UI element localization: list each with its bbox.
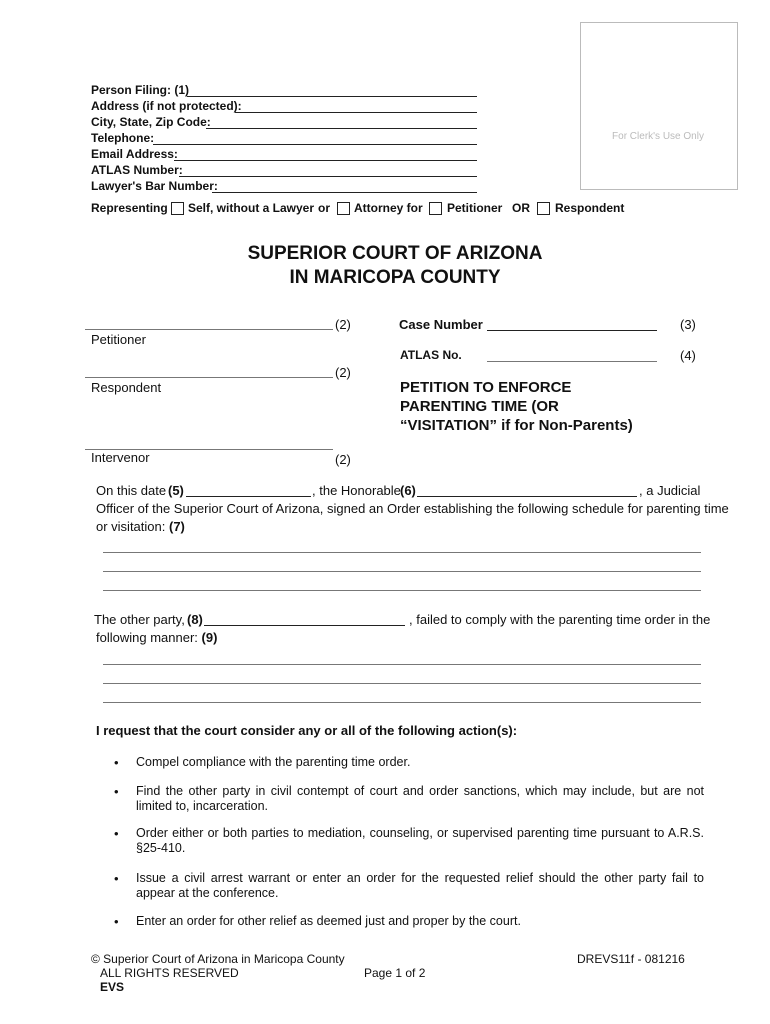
failure-note-8: (8) bbox=[187, 612, 203, 627]
atlas-no-input[interactable] bbox=[487, 361, 657, 362]
order-note-6: (6) bbox=[400, 483, 416, 498]
order-line-2: Officer of the Superior Court of Arizona, signed an Order establishing the following schedule for parenting time bbox=[96, 501, 729, 516]
person-filing-label: Person Filing: (1) bbox=[91, 83, 190, 97]
footer-page: Page 1 of 2 bbox=[364, 966, 426, 980]
other-party-input[interactable] bbox=[204, 625, 405, 626]
failure-intro: The other party, bbox=[94, 612, 185, 627]
schedule-line-1[interactable] bbox=[103, 552, 701, 553]
bullet-icon: • bbox=[114, 755, 119, 770]
request-item-2: Find the other party in civil contempt of court and order sanctions, which may include, but are not limited to, incarceration. bbox=[136, 784, 704, 813]
bar-number-label: Lawyer's Bar Number: bbox=[91, 179, 218, 193]
court-name: SUPERIOR COURT OF ARIZONA bbox=[247, 243, 543, 264]
respondent-note: (2) bbox=[335, 365, 351, 380]
city-state-zip-input[interactable] bbox=[206, 128, 477, 129]
email-input[interactable] bbox=[174, 160, 477, 161]
order-judicial-text: , a Judicial bbox=[639, 483, 701, 498]
atlas-no-note: (4) bbox=[680, 348, 696, 363]
case-number-input[interactable] bbox=[487, 330, 657, 331]
petition-title-1: PETITION TO ENFORCE bbox=[400, 379, 572, 396]
clerk-use-box bbox=[580, 22, 738, 190]
order-date-input[interactable] bbox=[186, 496, 311, 497]
petitioner-checkbox[interactable] bbox=[429, 202, 442, 215]
petitioner-label: Petitioner bbox=[447, 201, 503, 215]
attorney-checkbox[interactable] bbox=[337, 202, 350, 215]
respondent-name-line[interactable] bbox=[85, 377, 333, 378]
order-line-3 bbox=[96, 519, 185, 534]
atlas-no-label: ATLAS No. bbox=[400, 348, 462, 362]
footer-form-id: DREVS11f - 081216 bbox=[577, 952, 685, 966]
schedule-line-2[interactable] bbox=[103, 571, 701, 572]
order-note-5: (5) bbox=[168, 483, 184, 498]
attorney-label: Attorney for bbox=[354, 201, 423, 215]
order-note-7: (7) bbox=[169, 519, 185, 534]
or-text-2: OR bbox=[512, 201, 530, 215]
address-label: Address (if not protected): bbox=[91, 99, 242, 113]
case-number-label: Case Number bbox=[399, 317, 483, 332]
intervenor-caption: Intervenor bbox=[91, 450, 150, 465]
order-date-intro: On this date bbox=[96, 483, 167, 498]
court-county: IN MARICOPA COUNTY bbox=[289, 267, 501, 288]
petitioner-note: (2) bbox=[335, 317, 351, 332]
judge-name-input[interactable] bbox=[417, 496, 637, 497]
failure-line-2 bbox=[96, 630, 217, 645]
failure-note-9: (9) bbox=[201, 630, 218, 645]
manner-line-3[interactable] bbox=[103, 702, 701, 703]
order-honorable-text: , the Honorable bbox=[312, 483, 401, 498]
respondent-label: Respondent bbox=[555, 201, 625, 215]
manner-line-2[interactable] bbox=[103, 683, 701, 684]
petition-title-2: PARENTING TIME (OR bbox=[400, 398, 559, 415]
representing-label: Representing bbox=[91, 201, 168, 215]
telephone-input[interactable] bbox=[153, 144, 477, 145]
city-state-zip-label: City, State, Zip Code: bbox=[91, 115, 211, 129]
bullet-icon: • bbox=[114, 914, 119, 929]
request-item-5: Enter an order for other relief as deemed just and proper by the court. bbox=[136, 914, 521, 928]
atlas-number-input[interactable] bbox=[179, 176, 477, 177]
case-number-note: (3) bbox=[680, 317, 696, 332]
request-heading: I request that the court consider any or all of the following action(s): bbox=[96, 723, 518, 738]
clerk-use-label: For Clerk's Use Only bbox=[612, 131, 704, 142]
failure-text: , failed to comply with the parenting time order in the bbox=[409, 612, 711, 627]
address-input[interactable] bbox=[235, 112, 477, 113]
self-checkbox[interactable] bbox=[171, 202, 184, 215]
bullet-icon: • bbox=[114, 871, 119, 886]
person-filing-input[interactable] bbox=[187, 96, 477, 97]
petition-title-3: “VISITATION” if for Non-Parents) bbox=[400, 417, 633, 434]
atlas-number-label: ATLAS Number: bbox=[91, 163, 183, 177]
request-item-4: Issue a civil arrest warrant or enter an order for the requested relief should the other party fail to appear at the conference. bbox=[136, 871, 704, 900]
petitioner-name-line[interactable] bbox=[85, 329, 333, 330]
request-item-1: Compel compliance with the parenting time order. bbox=[136, 755, 411, 769]
bullet-icon: • bbox=[114, 826, 119, 841]
manner-line-1[interactable] bbox=[103, 664, 701, 665]
or-text: or bbox=[318, 201, 330, 215]
request-item-3: Order either or both parties to mediation, counseling, or supervised parenting time pursuant to A.R.S. §25-410. bbox=[136, 826, 704, 855]
footer-rights: ALL RIGHTS RESERVED bbox=[100, 966, 239, 980]
bullet-icon: • bbox=[114, 784, 119, 799]
self-label: Self, without a Lawyer bbox=[188, 201, 315, 215]
bar-number-input[interactable] bbox=[212, 192, 477, 193]
order-line-3-text: or visitation: bbox=[96, 519, 166, 534]
email-label: Email Address: bbox=[91, 147, 178, 161]
intervenor-note: (2) bbox=[335, 452, 351, 467]
petitioner-caption: Petitioner bbox=[91, 332, 146, 347]
footer-copyright: © Superior Court of Arizona in Maricopa County bbox=[91, 952, 345, 966]
schedule-line-3[interactable] bbox=[103, 590, 701, 591]
respondent-caption: Respondent bbox=[91, 380, 162, 395]
failure-line-2-text: following manner: bbox=[96, 630, 198, 645]
respondent-checkbox[interactable] bbox=[537, 202, 550, 215]
telephone-label: Telephone: bbox=[91, 131, 155, 145]
footer-evs: EVS bbox=[100, 980, 125, 994]
